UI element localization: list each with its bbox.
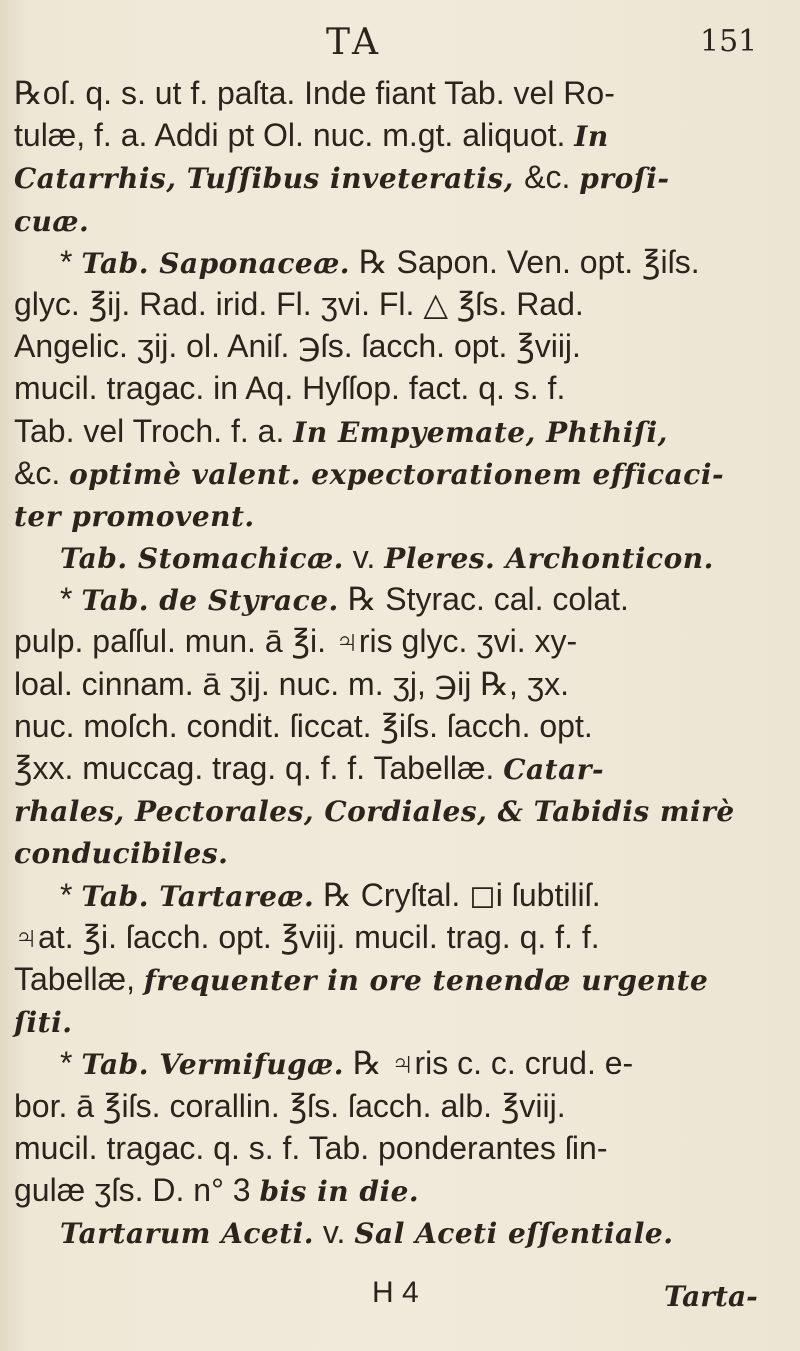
text-segment: nuc. moſch. condit. ſiccat. ℥iſs. ſacch. opt. — [14, 707, 593, 744]
page-footer — [0, 1276, 800, 1322]
text-line — [14, 663, 800, 705]
italic-text-segment: Tab. Saponaceæ. — [81, 246, 351, 280]
text-line — [14, 114, 800, 156]
text-segment: Tabellæ, — [14, 960, 144, 997]
text-segment: v. — [314, 1214, 355, 1251]
text-line — [14, 1169, 800, 1211]
text-segment: * — [60, 581, 82, 618]
italic-text-segment: Pleres. Archonticon. — [384, 542, 714, 576]
text-segment: * — [60, 876, 82, 913]
text-line — [14, 241, 800, 283]
text-segment: gulæ ʒſs. D. n° 3 — [14, 1171, 260, 1208]
text-line — [14, 156, 800, 198]
text-segment: ℥xx. muccag. trag. q. f. f. Tabellæ. — [14, 750, 504, 786]
text-line — [14, 452, 800, 494]
italic-text-segment: bis in die. — [259, 1174, 420, 1208]
page-number: 151 — [700, 24, 758, 59]
italic-text-segment: In — [574, 120, 609, 154]
italic-text-segment: ter promovent. — [14, 499, 255, 533]
text-segment: glyc. ℥ij. Rad. irid. Fl. ʒvi. Fl. △ ℥ſs. Rad. — [14, 285, 584, 322]
text-line — [14, 199, 800, 241]
text-segment: ℞ Sapon. Ven. opt. ℥iſs. — [350, 243, 700, 280]
italic-text-segment: optimè valent. expectorationem efficaci- — [69, 457, 725, 491]
signature-mark: H 4 — [372, 1276, 419, 1309]
text-line — [14, 874, 800, 916]
italic-text-segment: Catarrhis, Tuſſibus inveteratis, — [14, 162, 525, 196]
body-text — [14, 72, 800, 1253]
text-segment: ℞oſ. q. s. ut f. paſta. Inde fiant Tab. vel Ro- — [14, 75, 615, 111]
text-segment: Tab. vel Troch. f. a. — [14, 412, 294, 449]
text-line — [14, 494, 800, 536]
italic-text-segment: proſi- — [579, 162, 670, 196]
italic-text-segment: Tab. Stomachicæ. — [60, 542, 344, 576]
text-segment: * — [60, 1045, 82, 1082]
text-line — [14, 705, 800, 747]
text-segment: Angelic. ʒij. ol. Aniſ. ℈ſs. ſacch. opt. ℥viij. — [14, 328, 581, 365]
text-line — [14, 1000, 800, 1042]
text-segment: v. — [343, 539, 385, 576]
catchword: Tarta- — [664, 1280, 758, 1313]
text-line — [14, 410, 800, 452]
italic-text-segment: cuæ. — [14, 204, 90, 238]
text-line — [14, 1042, 800, 1084]
text-line — [14, 958, 800, 1000]
text-line — [14, 578, 800, 620]
text-line — [14, 367, 800, 409]
italic-text-segment: Tab. Vermifugæ. — [81, 1048, 345, 1082]
text-segment: ℞ ♃ris c. c. crud. e- — [344, 1045, 634, 1082]
running-head — [0, 22, 800, 70]
running-title: TA — [326, 22, 383, 63]
text-segment: pulp. paſſul. mun. ā ℥i. ♃ris glyc. ʒvi. xy- — [14, 623, 578, 660]
text-segment: ♃at. ℥i. ſacch. opt. ℥viij. mucil. trag. q. f. f. — [14, 918, 600, 955]
italic-text-segment: Tab. de Styrace. — [81, 584, 339, 618]
text-line — [14, 831, 800, 873]
text-line — [14, 283, 800, 325]
text-segment: bor. ā ℥iſs. corallin. ℥ſs. ſacch. alb. ℥viij. — [14, 1087, 566, 1124]
text-line — [14, 1211, 800, 1253]
italic-text-segment: In Empyemate, Phthiſi, — [293, 415, 668, 449]
text-segment: mucil. tragac. q. s. f. Tab. ponderantes ſin- — [14, 1129, 608, 1166]
text-line — [14, 1085, 800, 1127]
italic-text-segment: Sal Aceti eſſentiale. — [354, 1217, 674, 1251]
text-line — [14, 747, 800, 789]
italic-text-segment: Catar- — [503, 753, 605, 786]
text-line — [14, 789, 800, 831]
text-line — [14, 1127, 800, 1169]
text-line — [14, 916, 800, 958]
italic-text-segment: rhales, Pectorales, Cordiales, & Tabidis mirè — [14, 795, 735, 829]
text-segment: &c. — [14, 454, 70, 491]
text-line — [14, 325, 800, 367]
italic-text-segment: frequenter in ore tenendæ urgente — [143, 963, 709, 997]
italic-text-segment: conducibiles. — [14, 837, 229, 871]
text-line — [14, 620, 800, 662]
text-segment: &c. — [524, 159, 580, 196]
italic-text-segment: Tartarum Aceti. — [60, 1217, 315, 1251]
italic-text-segment: ſiti. — [14, 1006, 73, 1040]
text-line — [14, 72, 800, 114]
text-segment: * — [60, 243, 82, 280]
text-segment: loal. cinnam. ā ʒij. nuc. m. ʒj, ℈ij ℞, ʒx. — [14, 665, 570, 702]
text-segment: mucil. tragac. in Aq. Hyſſop. fact. q. s. f. — [14, 370, 566, 407]
italic-text-segment: Tab. Tartareæ. — [81, 879, 315, 913]
text-segment: ℞ Styrac. cal. colat. — [338, 581, 629, 618]
text-segment: tulæ, f. a. Addi pt Ol. nuc. m.gt. aliquot. — [14, 117, 575, 154]
text-line — [14, 536, 800, 578]
text-segment: ℞ Cryſtal. ◻i ſubtiliſ. — [314, 876, 601, 913]
